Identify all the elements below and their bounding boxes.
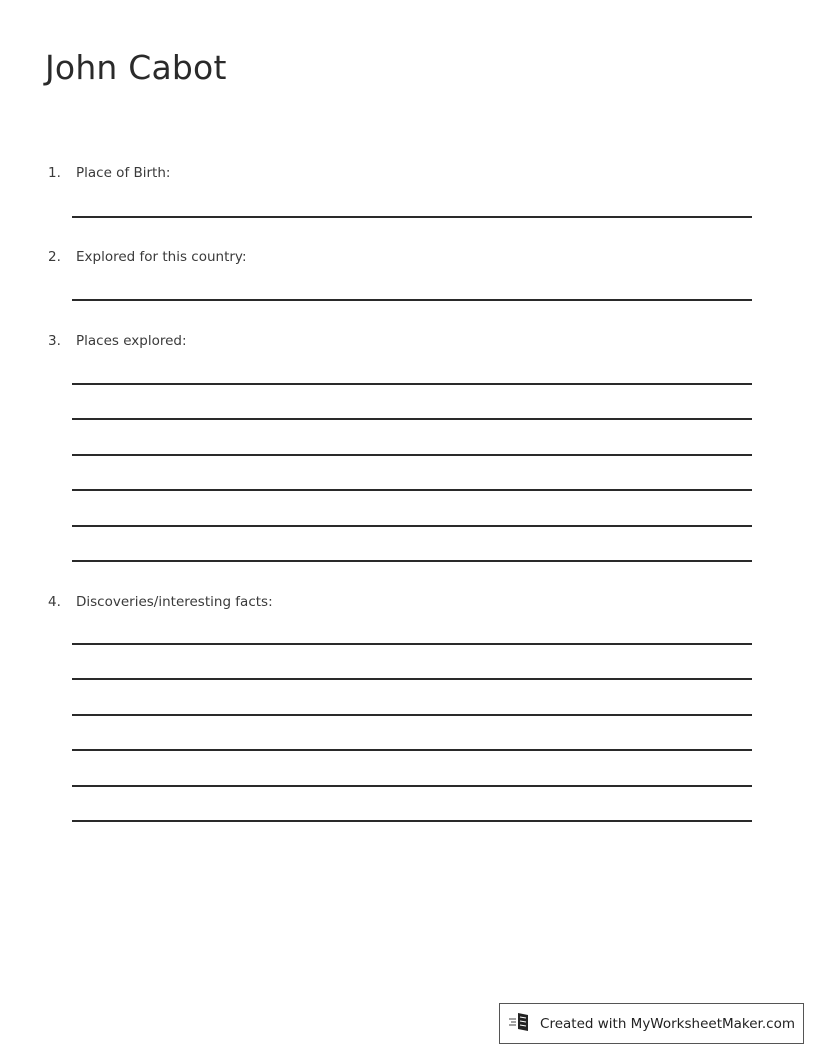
question-text: Explored for this country:: [76, 249, 247, 265]
question-text: Discoveries/interesting facts:: [76, 594, 273, 610]
question-3: [48, 333, 187, 349]
footer-text: Created with MyWorksheetMaker.com: [540, 1015, 795, 1032]
question-text: Place of Birth:: [76, 165, 171, 181]
question-text: Places explored:: [76, 333, 187, 349]
answer-line[interactable]: [72, 299, 752, 301]
answer-line[interactable]: [72, 489, 752, 491]
answer-line[interactable]: [72, 216, 752, 218]
question-number: 4.: [48, 594, 61, 610]
question-number: 2.: [48, 249, 61, 265]
answer-line[interactable]: [72, 454, 752, 456]
question-number: 3.: [48, 333, 61, 349]
answer-line[interactable]: [72, 560, 752, 562]
answer-line[interactable]: [72, 714, 752, 716]
answer-line[interactable]: [72, 383, 752, 385]
worksheet-title: John Cabot: [45, 48, 227, 87]
question-2: [48, 249, 247, 265]
answer-line[interactable]: [72, 643, 752, 645]
answer-line[interactable]: [72, 820, 752, 822]
question-1: [48, 165, 170, 181]
answer-line[interactable]: [72, 785, 752, 787]
question-4: [48, 594, 273, 610]
answer-line[interactable]: [72, 418, 752, 420]
answer-line[interactable]: [72, 678, 752, 680]
question-number: 1.: [48, 165, 61, 181]
worksheet-maker-logo-icon: [508, 1011, 534, 1037]
answer-line[interactable]: [72, 749, 752, 751]
answer-line[interactable]: [72, 525, 752, 527]
footer-badge: [499, 1003, 804, 1044]
